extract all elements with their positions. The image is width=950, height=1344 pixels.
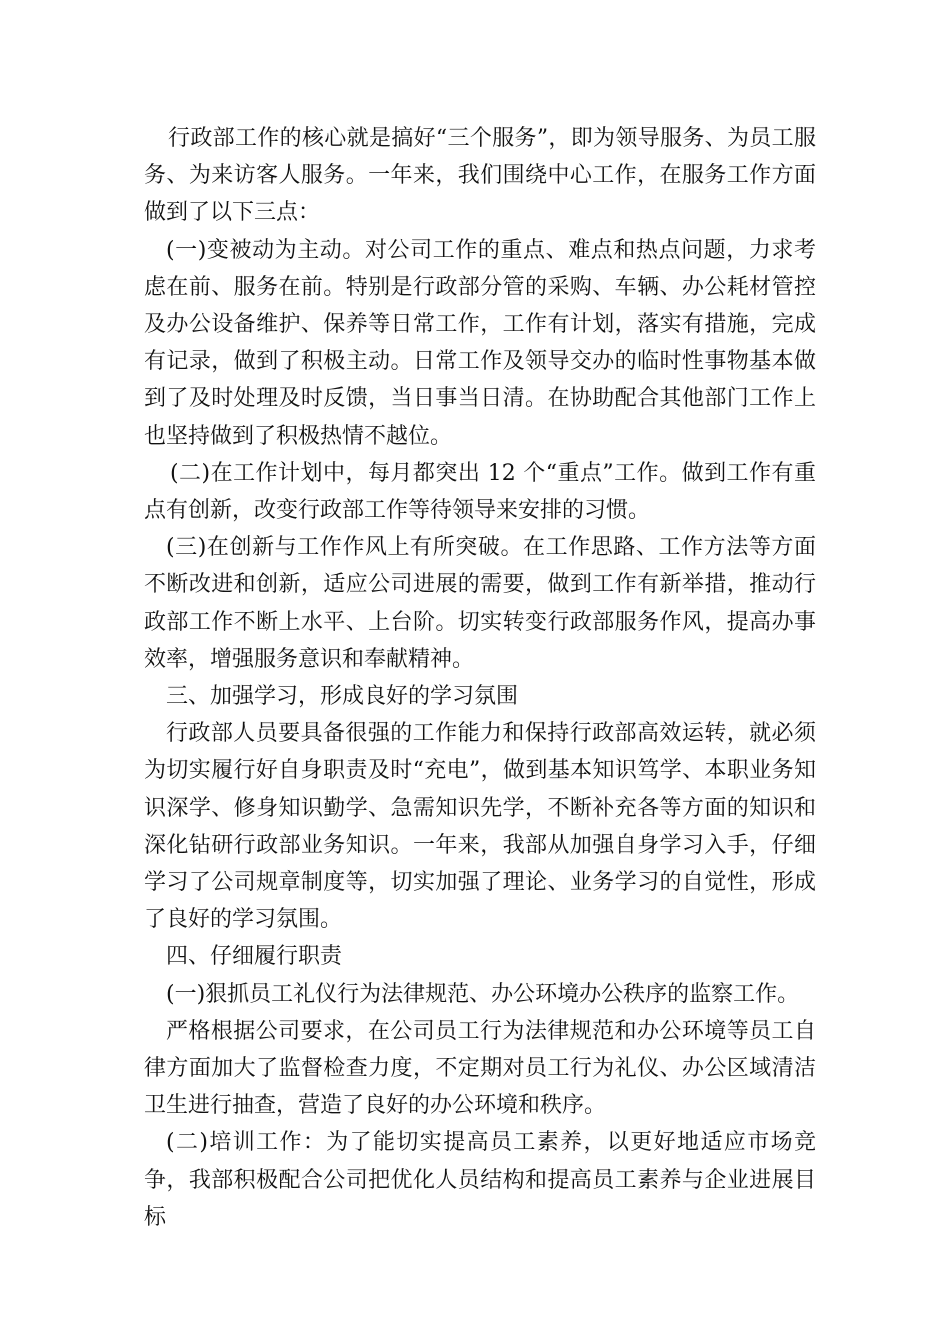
paragraph-item-3-innovation: (三)在创新与工作作风上有所突破。在工作思路、工作方法等方面不断改进和创新，适应公司进展的需要，做到工作有新举措，推动行政部工作不断上水平、上台阶。切实转变行政部服务作风，提高办事效率，增强服务意识和奉献精神。: [144, 535, 816, 672]
paragraph-duties-item-1: (一)狠抓员工礼仪行为法律规范、办公环境办公秩序的监察工作。: [166, 981, 800, 1007]
paragraph-supervision: 严格根据公司要求，在公司员工行为法律规范和办公环境等员工自律方面加大了监督检查力度，不定期对员工行为礼仪、办公区域清洁卫生进行抽查，营造了良好的办公环境和秩序。: [144, 1018, 816, 1119]
paragraph-item-2-focus: (二)在工作计划中，每月都突出 12 个“重点”工作。做到工作有重点有创新，改变行政部工作等待领导来安排的习惯。: [144, 460, 816, 524]
paragraph-service-core: 行政部工作的核心就是搞好“三个服务”，即为领导服务、为员工服务、为来访客人服务。一年来，我们围绕中心工作，在服务工作方面做到了以下三点：: [144, 126, 816, 226]
paragraph-item-1-proactive: (一)变被动为主动。对公司工作的重点、难点和热点问题，力求考虑在前、服务在前。特别是行政部分管的采购、车辆、办公耗材管控及办公设备维护、保养等日常工作，工作有计划，落实有措施，完成有记录，做到了积极主动。日常工作及领导交办的临时性事物基本做到了及时处理及时反馈，当日事当日清。在协助配合其他部门工作上也坚持做到了积极热情不越位。: [144, 237, 816, 449]
section-heading-learning: 三、加强学习，形成良好的学习氛围: [166, 684, 519, 710]
document-body: [144, 120, 816, 1236]
paragraph-learning: 行政部人员要具备很强的工作能力和保持行政部高效运转，就必须为切实履行好自身职责及时“充电”，做到基本知识笃学、本职业务知识深学、修身知识勤学、急需知识先学，不断补充各等方面的知识和深化钻研行政部业务知识。一年来，我部从加强自身学习入手，仔细学习了公司规章制度等，切实加强了理论、业务学习的自觉性，形成了良好的学习氛围。: [144, 721, 816, 933]
paragraph-training: (二)培训工作：为了能切实提高员工素养，以更好地适应市场竞争，我部积极配合公司把优化人员结构和提高员工素养与企业进展目标: [144, 1130, 816, 1230]
section-heading-duties: 四、仔细履行职责: [166, 944, 343, 970]
